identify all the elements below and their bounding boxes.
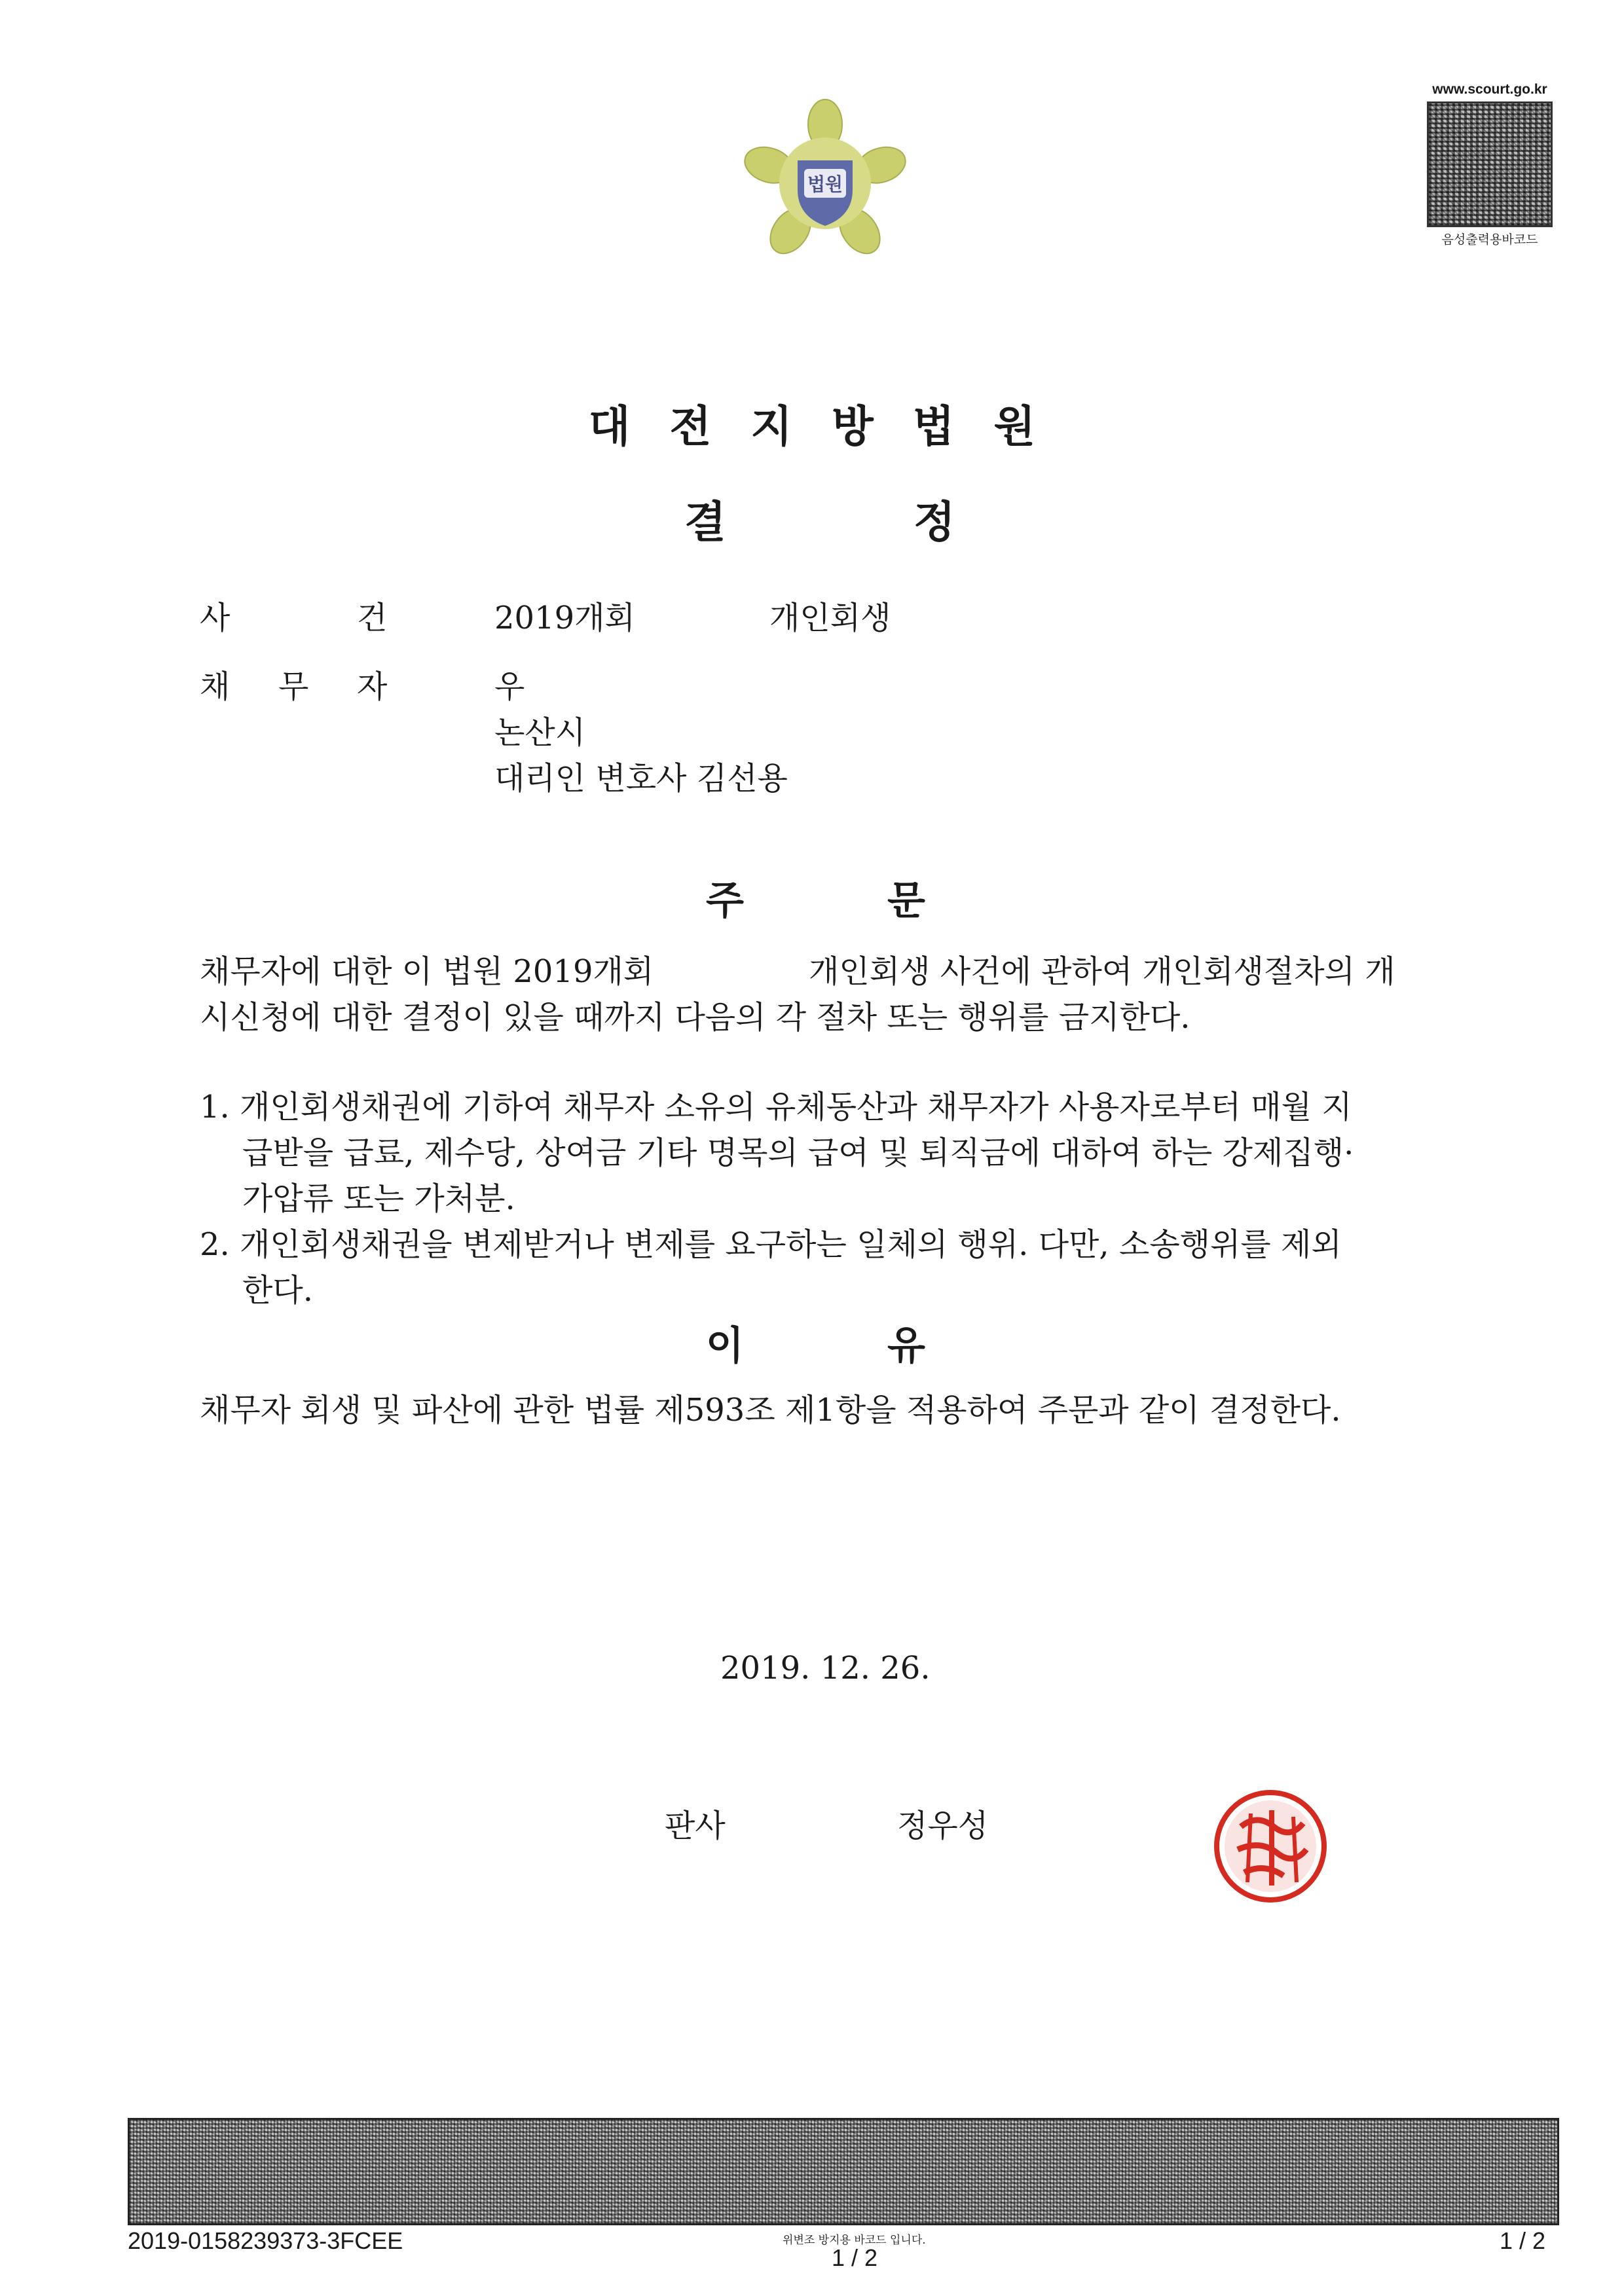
court-name: 대전지방법원 bbox=[588, 401, 1075, 452]
barcode-caption: 음성출력용바코드 bbox=[1441, 232, 1538, 247]
barcode-note: 위변조 방지용 바코드 입니다. bbox=[783, 2234, 926, 2247]
case-number: 2019개회 bbox=[494, 600, 635, 636]
reason-text: 채무자 회생 및 파산에 관한 법률 제593조 제1항을 적용하여 주문과 같이 결정한다. bbox=[200, 1392, 1341, 1429]
order-item-1-line-2: 급받을 급료, 제수당, 상여금 기타 명목의 급여 및 퇴직금에 대하여 하는 강제집행· bbox=[242, 1135, 1354, 1171]
order-item-1-line-1: 1. 개인회생채권에 기하여 채무자 소유의 유체동산과 채무자가 사용자로부터 매월 지 bbox=[200, 1089, 1352, 1125]
order-heading-right: 문 bbox=[887, 878, 925, 924]
order-intro-line-1b: 개인회생 사건에 관하여 개인회생절차의 개 bbox=[809, 953, 1395, 990]
emblem-text: 법원 bbox=[807, 173, 843, 195]
voice-output-barcode bbox=[1424, 82, 1555, 247]
case-label-right: 건 bbox=[357, 600, 388, 636]
page-number-right: 1 / 2 bbox=[1500, 2227, 1546, 2254]
debtor-label-3: 자 bbox=[357, 668, 388, 705]
judge-name: 정우성 bbox=[897, 1808, 989, 1844]
debtor-agent: 대리인 변호사 김선용 bbox=[494, 760, 788, 797]
debtor-address: 논산시 bbox=[494, 714, 586, 751]
reason-heading-right: 유 bbox=[887, 1323, 925, 1369]
qr-barcode-icon bbox=[1427, 101, 1553, 227]
debtor-label-1: 채 bbox=[200, 668, 231, 705]
order-intro-line-2: 시신청에 대한 결정이 있을 때까지 다음의 각 절차 또는 행위를 금지한다. bbox=[200, 999, 1190, 1036]
order-intro-line-1a: 채무자에 대한 이 법원 2019개회 bbox=[200, 953, 654, 990]
court-emblem-icon bbox=[740, 98, 910, 262]
case-label-left: 사 bbox=[200, 600, 231, 636]
anti-forgery-barcode bbox=[128, 2118, 1559, 2225]
decision-date: 2019. 12. 26. bbox=[720, 1650, 931, 1686]
case-type: 개인회생 bbox=[769, 600, 891, 636]
judge-title: 판사 bbox=[665, 1808, 726, 1844]
debtor-name: 우 bbox=[494, 668, 525, 705]
order-item-1-line-3: 가압류 또는 가처분. bbox=[242, 1180, 515, 1217]
page-number-center: 1 / 2 bbox=[832, 2244, 878, 2271]
reason-heading-left: 이 bbox=[706, 1323, 744, 1369]
order-item-2-line-2: 한다. bbox=[242, 1272, 313, 1309]
judge-seal bbox=[1211, 1787, 1329, 1905]
court-emblem bbox=[740, 98, 910, 262]
document-id: 2019-0158239373-3FCEE bbox=[128, 2227, 403, 2254]
order-item-2-line-1: 2. 개인회생채권을 변제받거나 변제를 요구하는 일체의 행위. 다만, 소송행위를 제외 bbox=[200, 1226, 1342, 1263]
court-website-url: www.scourt.go.kr bbox=[1432, 82, 1547, 97]
doc-type-left: 결 bbox=[684, 497, 726, 547]
order-heading-left: 주 bbox=[706, 878, 744, 924]
debtor-label-2: 무 bbox=[278, 668, 309, 705]
doc-type-right: 정 bbox=[913, 497, 955, 547]
judge-seal-icon bbox=[1211, 1787, 1329, 1905]
